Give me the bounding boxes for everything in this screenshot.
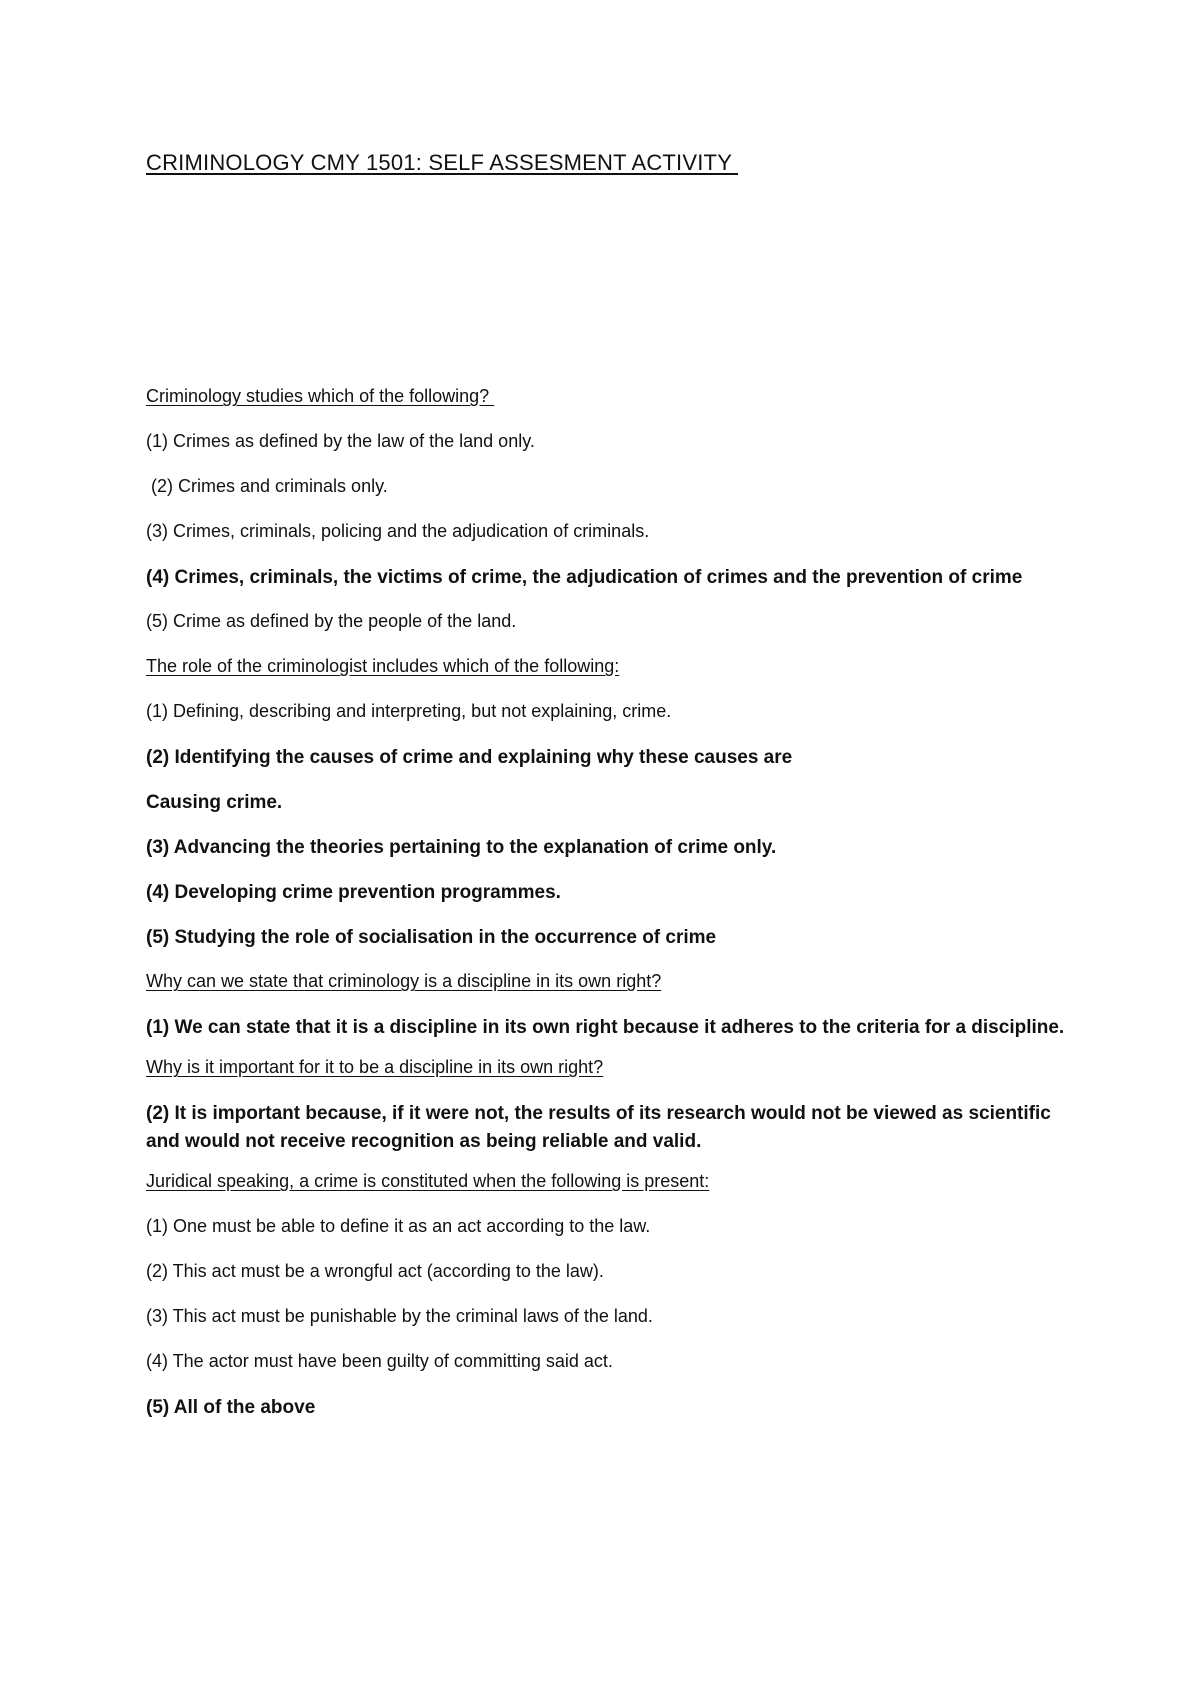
question-4: Why is it important for it to be a discipline in its own right? (146, 1057, 604, 1077)
q2-option-5-answer: (5) Studying the role of socialisation in the occurrence of crime (146, 927, 717, 948)
q5-option-4: (4) The actor must have been guilty of committing said act. (146, 1351, 613, 1371)
q5-option-3: (3) This act must be punishable by the criminal laws of the land. (146, 1306, 653, 1326)
q3-answer: (1) We can state that it is a discipline in its own right because it adheres to the criteria for a discipline. (146, 1017, 1065, 1038)
q1-option-4-answer: (4) Crimes, criminals, the victims of crime, the adjudication of crimes and the prevention of crime (146, 567, 1023, 588)
q2-option-2-answer: (2) Identifying the causes of crime and explaining why these causes are (146, 747, 793, 768)
q5-option-5-answer: (5) All of the above (146, 1397, 316, 1418)
document-body (146, 384, 1066, 1439)
q1-option-1: (1) Crimes as defined by the law of the land only. (146, 431, 535, 451)
q2-option-1: (1) Defining, describing and interpreting, but not explaining, crime. (146, 701, 672, 721)
question-1: Criminology studies which of the following? (146, 386, 495, 406)
q2-option-3-answer: (3) Advancing the theories pertaining to the explanation of crime only. (146, 837, 777, 858)
q1-option-5: (5) Crime as defined by the people of the land. (146, 611, 517, 631)
q2-option-2-continuation: Causing crime. (146, 792, 283, 813)
question-5: Juridical speaking, a crime is constituted when the following is present: (146, 1171, 710, 1191)
q5-option-1: (1) One must be able to define it as an act according to the law. (146, 1216, 651, 1236)
question-2: The role of the criminologist includes which of the following: (146, 656, 620, 676)
q1-option-3: (3) Crimes, criminals, policing and the adjudication of criminals. (146, 521, 650, 541)
q1-option-2: (2) Crimes and criminals only. (146, 476, 388, 496)
question-3: Why can we state that criminology is a discipline in its own right? (146, 971, 662, 991)
document-title: CRIMINOLOGY CMY 1501: SELF ASSESMENT ACTIVITY (146, 150, 738, 175)
q4-answer: (2) It is important because, if it were not, the results of its research would not be viewed as scientific and would not receive recognition as being reliable and valid. (146, 1103, 1057, 1152)
q5-option-2: (2) This act must be a wrongful act (according to the law). (146, 1261, 604, 1281)
q2-option-4-answer: (4) Developing crime prevention programmes. (146, 882, 561, 903)
